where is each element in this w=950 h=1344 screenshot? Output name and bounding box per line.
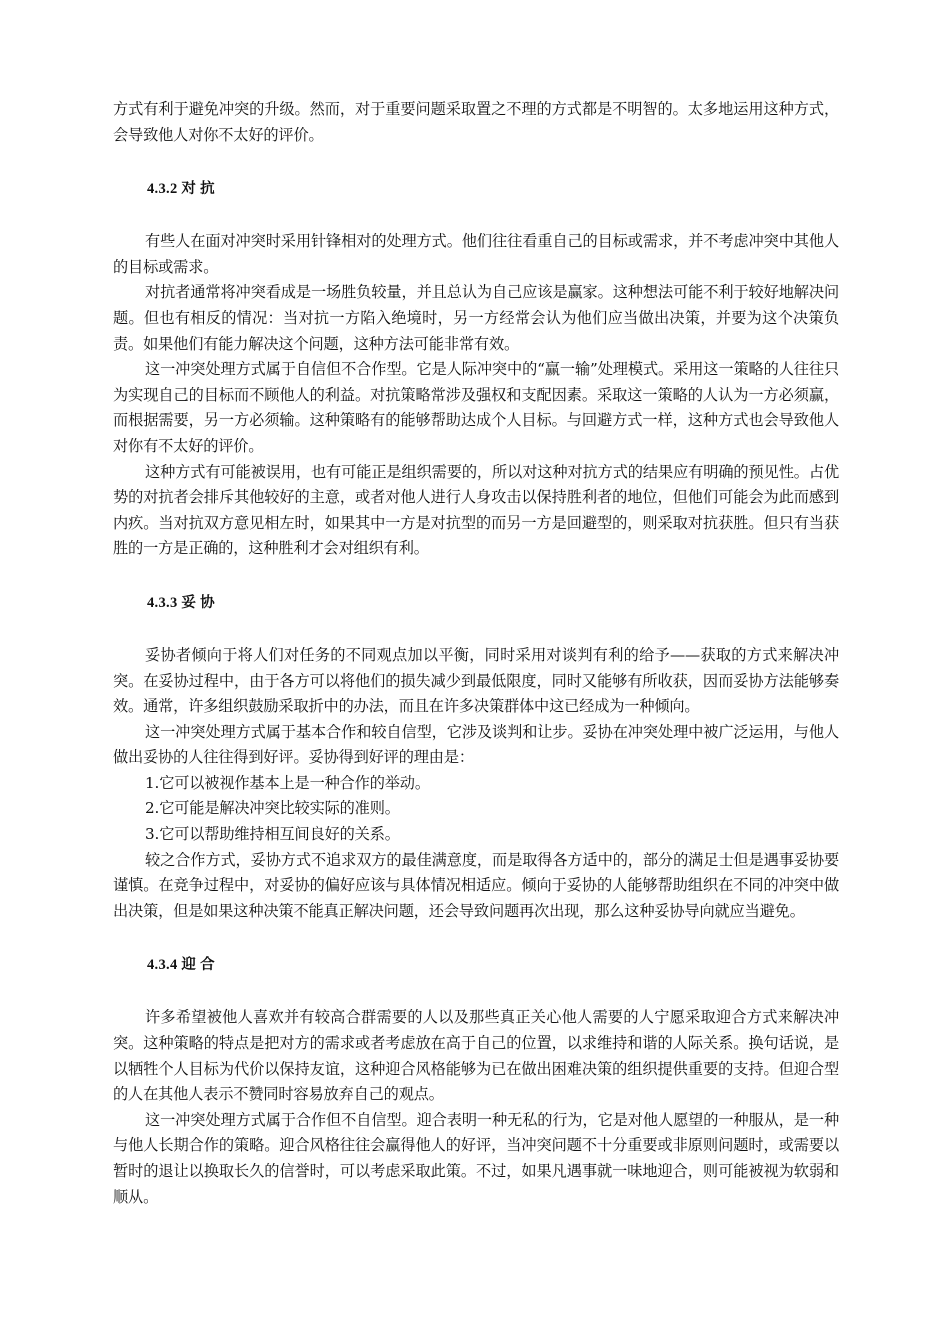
list-item: 2.它可能是解决冲突比较实际的准则。 — [145, 799, 400, 818]
document-page — [113, 97, 839, 1210]
list-item: 3.它可以帮助维持相互间良好的关系。 — [145, 825, 400, 844]
paragraph: 这一冲突处理方式属于基本合作和较自信型，它涉及谈判和让步。妥协在冲突处理中被广泛运用，与他人做出妥协的人往往得到好评。妥协得到好评的理由是： — [113, 722, 839, 767]
paragraph: 有些人在面对冲突时采用针锋相对的处理方式。他们往往看重自己的目标或需求，并不考虑冲突中其他人的目标或需求。 — [113, 232, 839, 276]
paragraph: 许多希望被他人喜欢并有较高合群需要的人以及那些真正关心他人需要的人宁愿采取迎合方式来解决冲突。这种策略的特点是把对方的需求或者考虑放在高于自己的位置，以求维持和谐的人际关系。换句话说，是以牺牲个人目标为代价以保持友谊，这种迎合风格能够为已在做出困难决策的组织提供重要的支持。但迎合型的人在其他人表示不赞同时容易放弃自己的观点。 — [113, 1008, 839, 1104]
section-heading-accommodation: 4.3.4 迎 合 — [147, 957, 215, 974]
paragraph: 较之合作方式，妥协方式不追求双方的最佳满意度，而是取得各方适中的，部分的满足士但是遇事妥协要谨慎。在竞争过程中，对妥协的偏好应该与具体情况相适应。倾向于妥协的人能够帮助组织在不同的冲突中做出决策，但是如果这种决策不能真正解决问题，还会导致问题再次出现，那么这种妥协导向就应当避免。 — [113, 850, 839, 920]
paragraph: 妥协者倾向于将人们对任务的不同观点加以平衡，同时采用对谈判有利的给予——获取的方式来解决冲突。在妥协过程中，由于各方可以将他们的损失减少到最低限度，同时又能够有所收获，因而妥协方法能够奏效。通常，许多组织鼓励采取折中的办法，而且在许多决策群体中这已经成为一种倾向。 — [113, 645, 839, 716]
section-heading-compromise: 4.3.3 妥 协 — [147, 594, 215, 611]
paragraph: 对抗者通常将冲突看成是一场胜负较量，并且总认为自己应该是赢家。这种想法可能不利于较好地解决问题。但也有相反的情况：当对抗一方陷入绝境时，另一方经常会认为他们应当做出决策，并要为这个决策负责。如果他们有能力解决这个问题，这种方法可能非常有效。 — [113, 283, 839, 353]
paragraph: 这一冲突处理方式属于合作但不自信型。迎合表明一种无私的行为，它是对他人愿望的一种服从，是一种与他人长期合作的策略。迎合风格往往会赢得他人的好评，当冲突问题不十分重要或非原则问题时，或需要以暂时的退让以换取长久的信誉时，可以考虑采取此策。不过，如果凡遇事就一味地迎合，则可能被视为软弱和顺从。 — [113, 1110, 839, 1206]
paragraph: 这一冲突处理方式属于自信但不合作型。它是人际冲突中的“赢一输”处理模式。采用这一策略的人往往只为实现自己的目标而不顾他人的利益。对抗策略常涉及强权和支配因素。采取这一策略的人认为一方必须赢，而根据需要，另一方必须输。这种策略有的能够帮助达成个人目标。与回避方式一样，这种方式也会导致他人对你有不太好的评价。 — [113, 360, 839, 455]
list-item: 1.它可以被视作基本上是一种合作的举动。 — [145, 773, 430, 792]
intro-paragraph: 方式有利于避免冲突的升级。然而，对于重要问题采取置之不理的方式都是不明智的。太多地运用这种方式，会导致他人对你不太好的评价。 — [113, 100, 839, 144]
section-heading-confrontation: 4.3.2 对 抗 — [147, 181, 215, 198]
paragraph: 这种方式有可能被误用，也有可能正是组织需要的，所以对这种对抗方式的结果应有明确的预见性。占优势的对抗者会排斥其他较好的主意，或者对他人进行人身攻击以保持胜利者的地位，但他们可能会为此而感到内疚。当对抗双方意见相左时，如果其中一方是对抗型的而另一方是回避型的，则采取对抗获胜。但只有当获胜的一方是正确的，这种胜利才会对组织有利。 — [113, 462, 839, 558]
